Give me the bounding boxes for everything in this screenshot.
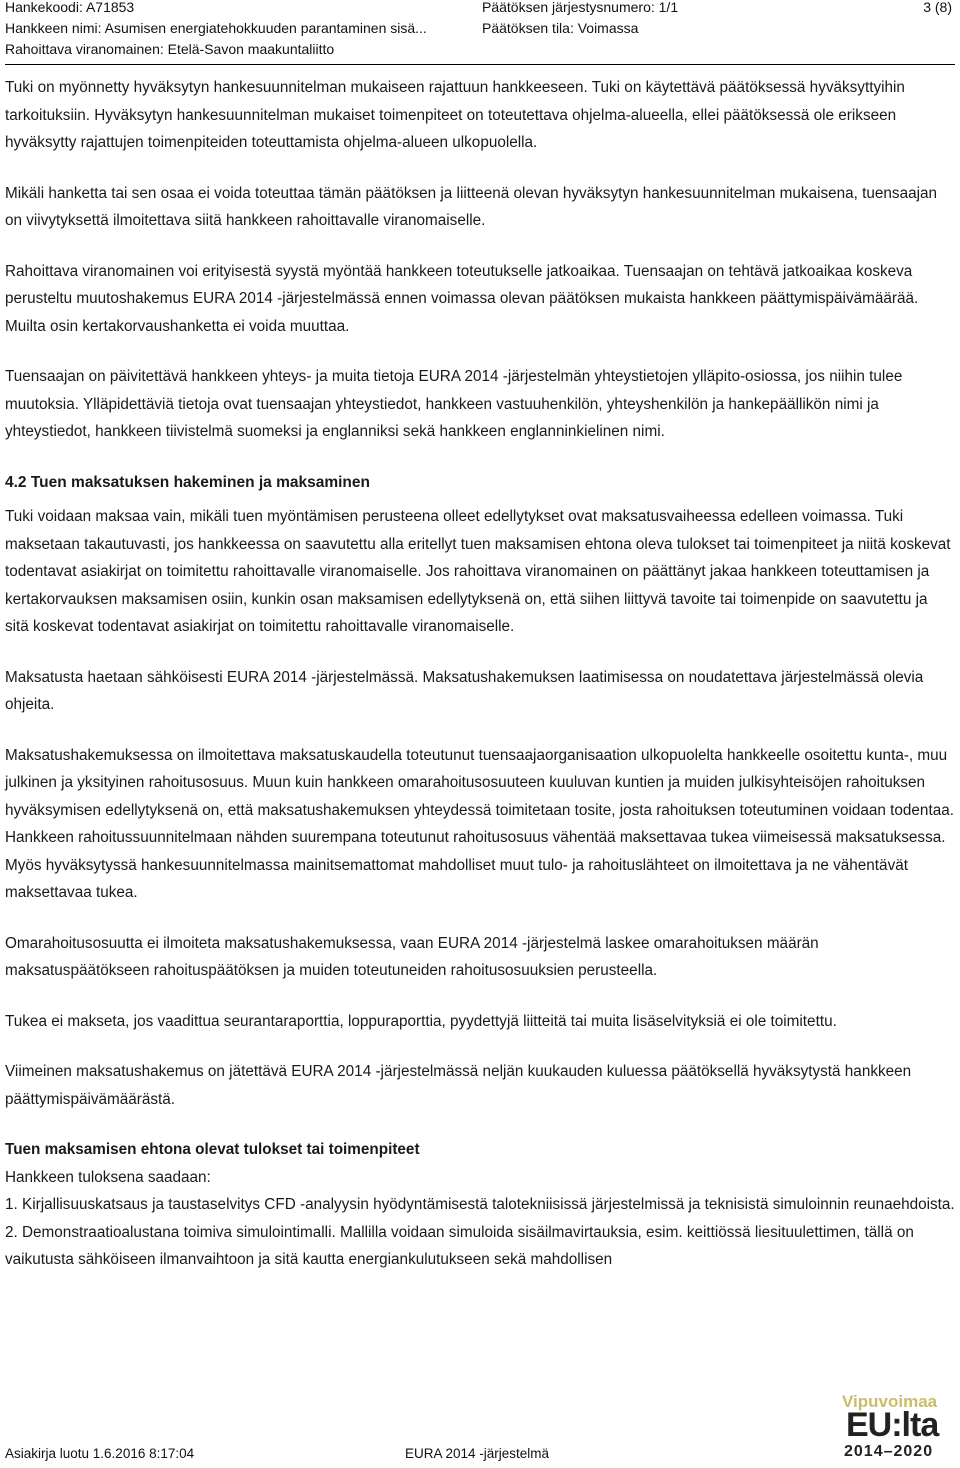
- footer-system: EURA 2014 -järjestelmä: [405, 1446, 550, 1461]
- paragraph: Viimeinen maksatushakemus on jätettävä EURA 2014 -järjestelmässä neljän kuukauden kuluessa päätöksellä hyväksytystä hankkeen päättymispäivämäärästä.: [5, 1063, 912, 1108]
- paragraph: Tukea ei makseta, jos vaadittua seurantaraporttia, loppuraporttia, pyydettyjä liitteitä tai muita lisäselvityksiä ei ole toimitettu.: [5, 1012, 837, 1030]
- funding-authority: Rahoittava viranomainen: Etelä-Savon maakuntaliitto: [5, 41, 335, 57]
- subheading: Tuen maksamisen ehtona olevat tulokset tai toimenpiteet: [5, 1141, 420, 1158]
- header-left: [5, 0, 427, 60]
- results-intro: Hankkeen tuloksena saadaan:: [5, 1168, 211, 1186]
- paragraph: Rahoittava viranomainen voi erityisestä syystä myöntää hankkeen toteutukselle jatkoaikaa. Tuensaajan on tehtävä jatkoaikaa koskeva perusteltu muutoshakemus EURA 2014 -järjestelmässä ennen voimassa olevan päätöksen mukaista hankkeen päättymispäivämäärää. Muilta osin kertakorvaushanketta ei voida muuttaa.: [5, 262, 919, 335]
- paragraph: Mikäli hanketta tai sen osaa ei voida toteuttaa tämän päätöksen ja liitteenä olevan hyväksytyn hankesuunnitelman mukaisena, tuensaajan on viivytyksettä ilmoitettava siitä hankkeen rahoittavalle viranomaiselle.: [5, 184, 937, 229]
- paragraph: Maksatushakemuksessa on ilmoitettava maksatuskaudella toteutunut tuensaajaorganisaation ulkopuolelta hankkeelle osoitettu kunta-, muu julkinen ja yksityinen rahoitusosuus. Muun kuin hankkeen omarahoitusosuuteen kuuluvan kuntien ja muiden julkisyhteisöjen rahoituksen hyväksymisen edellytyksenä on, että maksatushakemuksen yhteydessä toimitetaan tosite, josta rahoituksen toteutuminen voidaan todentaa. Hankkeen rahoitussuunnitelmaan nähden suurempana toteutunut rahoitusosuus vähentää maksettavaa tukea viimeisessä maksatuksessa. Myös hyväksytyssä hankesuunnitelmassa mainitsemattomat mahdolliset muut tulo- ja rahoituslähteet on ilmoitettava ja ne vähentävät maksettavaa tukea.: [5, 746, 954, 901]
- logo-years: 2014–2020: [844, 1443, 934, 1460]
- header-middle: [482, 0, 678, 39]
- logo-main-text: EU:lta: [846, 1406, 939, 1444]
- decision-number: Päätöksen järjestysnumero: 1/1: [482, 0, 679, 15]
- result-item: 2. Demonstraatioalustana toimiva simulointimalli. Mallilla voidaan simuloida sisäilmavirtauksia, esim. keittiössä liesituulettimen, tällä on vaikutusta sähköiseen ilmanvaihtoon ja sitä kautta energiankulutukseen sekä mahdollisen: [5, 1223, 914, 1268]
- header-divider: [5, 64, 955, 65]
- page-number: 3 (8): [923, 0, 952, 15]
- paragraph: Tuki on myönnetty hyväksytyn hankesuunnitelman mukaiseen rajattuun hankkeeseen. Tuki on käytettävä päätöksessä hyväksyttyihin tarkoituksiin. Hyväksytyn hankesuunnitelman mukaiset toimenpiteet on toteutettava ohjelma-alueella, ellei päätöksessä ole erikseen hyväksytty rajattujen toimenpiteiden toteuttamista ohjelma-alueen ulkopuolella.: [5, 79, 905, 151]
- document-body: [5, 74, 955, 1274]
- paragraph: Omarahoitusosuutta ei ilmoiteta maksatushakemuksessa, vaan EURA 2014 -järjestelmä laskee omarahoituksen määrän maksatuspäätökseen rahoituspäätöksen ja muiden toteutuneiden rahoitusosuuksien perusteella.: [5, 934, 819, 979]
- result-item: 1. Kirjallisuuskatsaus ja taustaselvitys CFD -analyysin hyödyntämisestä talotekniisissä järjestelmissä ja teknisistä simuloinnin reunaehdoista.: [5, 1196, 955, 1213]
- logo-tagline: Vipuvoimaa: [842, 1392, 938, 1411]
- paragraph: Tuki voidaan maksaa vain, mikäli tuen myöntämisen perusteena olleet edellytykset ovat maksatusvaiheessa edelleen voimassa. Tuki maksetaan takautuvasti, jos hankkeessa on saavutettu alla eritellyt tuen maksamisen ehtona oleva tulokset tai toimenpiteet ja niitä koskevat todentavat asiakirjat on toimitettu rahoittavalle viranomaiselle. Jos rahoittava viranomainen on päättänyt jakaa hankkeen toteuttamisen ja kertakorvauksen maksamisen osiin, kunkin osan maksamisen edellytyksenä on, että siihen liittyvä tavoite tai toimenpide on saavutettu ja sitä koskevat todentavat asiakirjat on toimitettu rahoittavalle viranomaiselle.: [5, 508, 951, 635]
- project-name: Hankkeen nimi: Asumisen energiatehokkuuden parantaminen sisä...: [5, 20, 427, 36]
- section-heading: 4.2 Tuen maksatuksen hakeminen ja maksaminen: [5, 473, 370, 491]
- project-code: Hankekoodi: A71853: [5, 0, 135, 15]
- paragraph: Maksatusta haetaan sähköisesti EURA 2014 -järjestelmässä. Maksatushakemuksen laatimisessa on noudatettava järjestelmässä olevia ohjeita.: [5, 668, 924, 713]
- eu-logo: [842, 1392, 954, 1466]
- footer-created: Asiakirja luotu 1.6.2016 8:17:04: [5, 1446, 195, 1461]
- decision-status: Päätöksen tila: Voimassa: [482, 20, 639, 36]
- paragraph: Tuensaajan on päivitettävä hankkeen yhteys- ja muita tietoja EURA 2014 -järjestelmän yhteystietojen ylläpito-osiossa, jos niihin tulee muutoksia. Ylläpidettäviä tietoja ovat tuensaajan yhteystiedot, hankkeen vastuuhenkilön, yhteyshenkilön ja hankepäällikön nimi ja yhteystiedot, hankkeen tiivistelmä suomeksi ja englanniksi sekä hankkeen englanninkielinen nimi.: [5, 368, 903, 440]
